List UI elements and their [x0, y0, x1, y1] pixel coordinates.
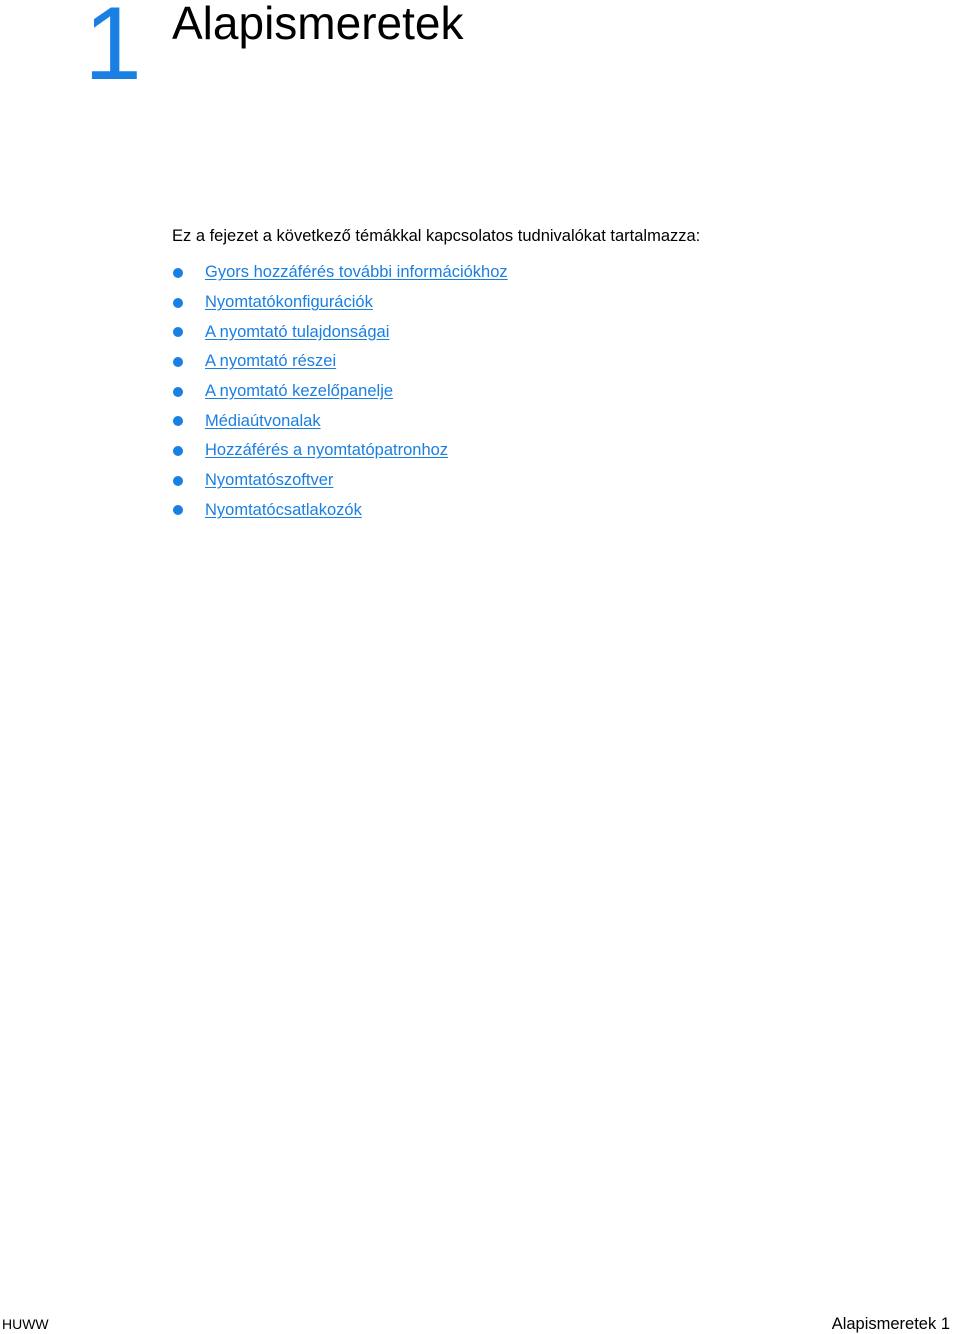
chapter-number: 1	[84, 0, 142, 102]
topic-link-connections[interactable]: Nyomtatócsatlakozók	[205, 500, 362, 519]
list-item	[172, 436, 508, 466]
footer-locale: HUWW	[2, 1316, 49, 1332]
topic-list	[172, 258, 508, 525]
footer-page-label: Alapismeretek 1	[831, 1315, 950, 1333]
list-item	[172, 317, 508, 347]
list-item	[172, 377, 508, 407]
list-item	[172, 258, 508, 288]
list-item	[172, 288, 508, 318]
bullet-icon	[173, 268, 183, 278]
topic-link-software[interactable]: Nyomtatószoftver	[205, 471, 334, 490]
topic-link-quick-access[interactable]: Gyors hozzáférés további információkhoz	[205, 263, 508, 282]
chapter-title: Alapismeretek	[172, 0, 464, 49]
list-item	[172, 496, 508, 526]
list-item	[172, 406, 508, 436]
list-item	[172, 466, 508, 496]
bullet-icon	[173, 387, 183, 397]
bullet-icon	[173, 298, 183, 308]
intro-text: Ez a fejezet a következő témákkal kapcsolatos tudnivalókat tartalmazza:	[172, 227, 701, 245]
topic-link-control-panel[interactable]: A nyomtató kezelőpanelje	[205, 382, 394, 401]
topic-link-media-paths[interactable]: Médiaútvonalak	[205, 411, 321, 430]
bullet-icon	[173, 476, 183, 486]
bullet-icon	[173, 505, 183, 515]
bullet-icon	[173, 416, 183, 426]
topic-link-parts[interactable]: A nyomtató részei	[205, 352, 337, 371]
topic-link-features[interactable]: A nyomtató tulajdonságai	[205, 322, 390, 341]
bullet-icon	[173, 357, 183, 367]
bullet-icon	[173, 446, 183, 456]
list-item	[172, 347, 508, 377]
topic-link-cartridge-access[interactable]: Hozzáférés a nyomtatópatronhoz	[205, 441, 449, 460]
bullet-icon	[173, 327, 183, 337]
topic-link-configurations[interactable]: Nyomtatókonfigurációk	[205, 293, 373, 312]
